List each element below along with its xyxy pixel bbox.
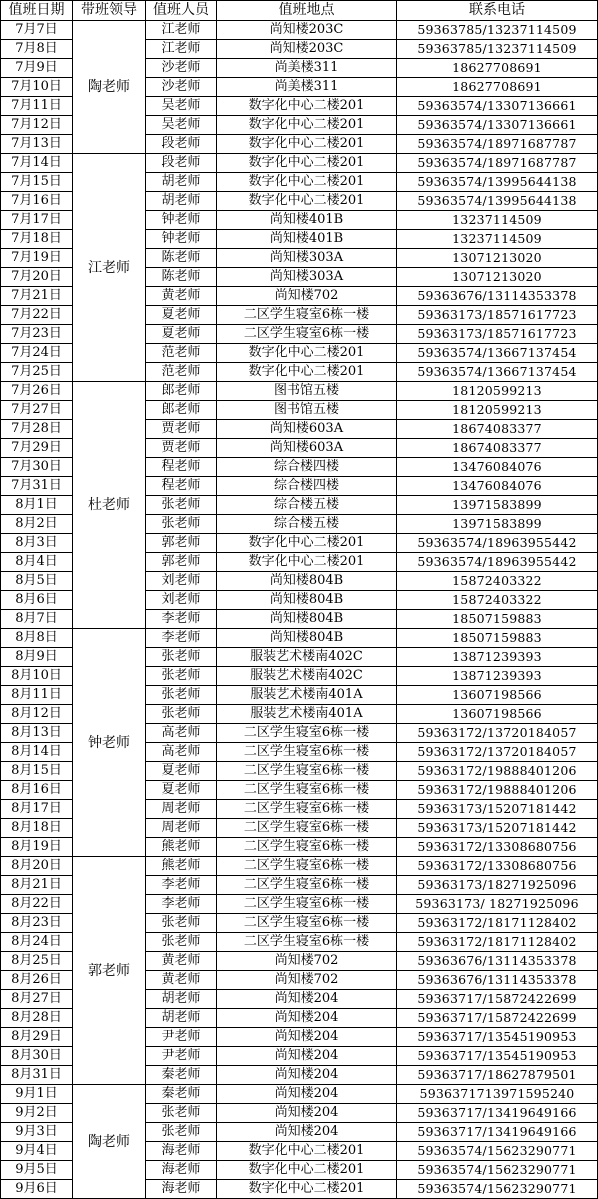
cell-staff: 段老师 — [146, 154, 217, 173]
cell-phone: 59363172/13720184057 — [397, 724, 598, 743]
cell-staff: 段老师 — [146, 135, 217, 154]
cell-phone: 18120599213 — [397, 401, 598, 420]
cell-phone: 13607198566 — [397, 686, 598, 705]
cell-staff: 贾老师 — [146, 439, 217, 458]
cell-location: 数字化中心二楼201 — [217, 173, 397, 192]
cell-location: 尚知楼804B — [217, 610, 397, 629]
cell-phone: 59363172/19888401206 — [397, 762, 598, 781]
cell-phone: 59363785/13237114509 — [397, 21, 598, 40]
cell-phone: 59363172/13720184057 — [397, 743, 598, 762]
cell-location: 数字化中心二楼201 — [217, 135, 397, 154]
cell-date: 8月14日 — [1, 743, 73, 762]
cell-date: 7月27日 — [1, 401, 73, 420]
cell-staff: 海老师 — [146, 1161, 217, 1180]
cell-location: 二区学生寝室6栋一楼 — [217, 933, 397, 952]
cell-date: 8月30日 — [1, 1047, 73, 1066]
cell-date: 8月9日 — [1, 648, 73, 667]
cell-location: 二区学生寝室6栋一楼 — [217, 781, 397, 800]
cell-location: 二区学生寝室6栋一楼 — [217, 743, 397, 762]
cell-date: 7月7日 — [1, 21, 73, 40]
cell-location: 尚知楼204 — [217, 1047, 397, 1066]
cell-phone: 13071213020 — [397, 268, 598, 287]
cell-phone: 59363173/15207181442 — [397, 819, 598, 838]
cell-phone: 13871239393 — [397, 648, 598, 667]
cell-date: 7月30日 — [1, 458, 73, 477]
header-date: 值班日期 — [1, 1, 73, 21]
cell-phone: 59363717/13419649166 — [397, 1123, 598, 1142]
cell-staff: 张老师 — [146, 705, 217, 724]
table-body — [1, 21, 598, 1199]
cell-location: 二区学生寝室6栋一楼 — [217, 876, 397, 895]
cell-phone: 59363574/13667137454 — [397, 344, 598, 363]
cell-staff: 张老师 — [146, 1123, 217, 1142]
cell-date: 7月26日 — [1, 382, 73, 401]
cell-phone: 59363173/ 18271925096 — [397, 895, 598, 914]
cell-phone: 59363717/13545190953 — [397, 1047, 598, 1066]
cell-location: 尚知楼204 — [217, 1123, 397, 1142]
cell-phone: 59363574/18971687787 — [397, 135, 598, 154]
cell-phone: 18507159883 — [397, 629, 598, 648]
cell-staff: 钟老师 — [146, 211, 217, 230]
cell-location: 数字化中心二楼201 — [217, 116, 397, 135]
cell-date: 8月6日 — [1, 591, 73, 610]
cell-staff: 张老师 — [146, 686, 217, 705]
cell-staff: 张老师 — [146, 667, 217, 686]
table-row — [1, 382, 598, 401]
cell-location: 尚美楼311 — [217, 59, 397, 78]
cell-location: 综合楼五楼 — [217, 515, 397, 534]
cell-staff: 胡老师 — [146, 990, 217, 1009]
cell-location: 数字化中心二楼201 — [217, 154, 397, 173]
cell-phone: 59363172/18171128402 — [397, 914, 598, 933]
cell-phone: 59363574/15623290771 — [397, 1161, 598, 1180]
cell-staff: 高老师 — [146, 743, 217, 762]
cell-staff: 郎老师 — [146, 401, 217, 420]
cell-date: 7月29日 — [1, 439, 73, 458]
cell-staff: 沙老师 — [146, 78, 217, 97]
cell-phone: 59363173/18571617723 — [397, 325, 598, 344]
cell-date: 7月28日 — [1, 420, 73, 439]
cell-date: 7月10日 — [1, 78, 73, 97]
cell-staff: 程老师 — [146, 477, 217, 496]
header-phone: 联系电话 — [397, 1, 598, 21]
cell-date: 8月10日 — [1, 667, 73, 686]
cell-location: 数字化中心二楼201 — [217, 363, 397, 382]
cell-staff: 尹老师 — [146, 1047, 217, 1066]
cell-phone: 59363173/18271925096 — [397, 876, 598, 895]
cell-staff: 夏老师 — [146, 762, 217, 781]
cell-location: 数字化中心二楼201 — [217, 1161, 397, 1180]
cell-location: 二区学生寝室6栋一楼 — [217, 857, 397, 876]
cell-staff: 周老师 — [146, 800, 217, 819]
cell-location: 二区学生寝室6栋一楼 — [217, 325, 397, 344]
cell-staff: 黄老师 — [146, 952, 217, 971]
cell-date: 8月4日 — [1, 553, 73, 572]
cell-date: 7月24日 — [1, 344, 73, 363]
cell-location: 尚知楼401B — [217, 211, 397, 230]
cell-location: 尚知楼204 — [217, 1085, 397, 1104]
cell-date: 8月18日 — [1, 819, 73, 838]
cell-staff: 张老师 — [146, 648, 217, 667]
cell-staff: 高老师 — [146, 724, 217, 743]
cell-date: 9月2日 — [1, 1104, 73, 1123]
cell-staff: 江老师 — [146, 40, 217, 59]
cell-phone: 59363574/15623290771 — [397, 1180, 598, 1199]
cell-phone: 59363172/13308680756 — [397, 857, 598, 876]
cell-phone: 13971583899 — [397, 496, 598, 515]
cell-staff: 郭老师 — [146, 534, 217, 553]
cell-phone: 59363717/18627879501 — [397, 1066, 598, 1085]
cell-staff: 周老师 — [146, 819, 217, 838]
cell-location: 二区学生寝室6栋一楼 — [217, 838, 397, 857]
cell-date: 8月25日 — [1, 952, 73, 971]
header-row — [1, 1, 598, 21]
cell-date: 7月8日 — [1, 40, 73, 59]
cell-date: 7月14日 — [1, 154, 73, 173]
cell-phone: 59363574/13667137454 — [397, 363, 598, 382]
cell-staff: 秦老师 — [146, 1066, 217, 1085]
cell-date: 8月16日 — [1, 781, 73, 800]
cell-location: 尚知楼401B — [217, 230, 397, 249]
cell-staff: 海老师 — [146, 1142, 217, 1161]
cell-date: 8月19日 — [1, 838, 73, 857]
cell-date: 8月28日 — [1, 1009, 73, 1028]
cell-phone: 13971583899 — [397, 515, 598, 534]
cell-location: 图书馆五楼 — [217, 382, 397, 401]
cell-staff: 李老师 — [146, 876, 217, 895]
cell-location: 尚知楼702 — [217, 287, 397, 306]
cell-staff: 范老师 — [146, 363, 217, 382]
cell-staff: 刘老师 — [146, 572, 217, 591]
cell-location: 尚知楼603A — [217, 439, 397, 458]
cell-staff: 夏老师 — [146, 306, 217, 325]
cell-location: 二区学生寝室6栋一楼 — [217, 800, 397, 819]
cell-date: 7月22日 — [1, 306, 73, 325]
cell-leader: 陶老师 — [73, 1085, 146, 1199]
cell-phone: 59363676/13114353378 — [397, 971, 598, 990]
cell-staff: 郭老师 — [146, 553, 217, 572]
cell-date: 7月17日 — [1, 211, 73, 230]
cell-date: 8月27日 — [1, 990, 73, 1009]
cell-location: 二区学生寝室6栋一楼 — [217, 895, 397, 914]
cell-phone: 59363574/18971687787 — [397, 154, 598, 173]
cell-date: 8月29日 — [1, 1028, 73, 1047]
cell-location: 服装艺术楼南401A — [217, 686, 397, 705]
cell-staff: 海老师 — [146, 1180, 217, 1199]
header-location: 值班地点 — [217, 1, 397, 21]
cell-phone: 59363574/13307136661 — [397, 116, 598, 135]
cell-phone: 59363173/18571617723 — [397, 306, 598, 325]
cell-date: 7月21日 — [1, 287, 73, 306]
cell-date: 7月16日 — [1, 192, 73, 211]
cell-location: 二区学生寝室6栋一楼 — [217, 914, 397, 933]
cell-phone: 13476084076 — [397, 477, 598, 496]
cell-staff: 夏老师 — [146, 781, 217, 800]
cell-staff: 胡老师 — [146, 192, 217, 211]
cell-date: 8月7日 — [1, 610, 73, 629]
cell-staff: 尹老师 — [146, 1028, 217, 1047]
cell-phone: 18120599213 — [397, 382, 598, 401]
cell-leader: 陶老师 — [73, 21, 146, 154]
cell-date: 8月13日 — [1, 724, 73, 743]
header-leader: 带班领导 — [73, 1, 146, 21]
cell-phone: 13871239393 — [397, 667, 598, 686]
cell-phone: 13237114509 — [397, 230, 598, 249]
cell-phone: 18674083377 — [397, 420, 598, 439]
cell-phone: 15872403322 — [397, 572, 598, 591]
cell-phone: 59363574/13995644138 — [397, 173, 598, 192]
cell-location: 二区学生寝室6栋一楼 — [217, 306, 397, 325]
cell-phone: 59363173/15207181442 — [397, 800, 598, 819]
cell-date: 8月8日 — [1, 629, 73, 648]
cell-location: 尚知楼702 — [217, 971, 397, 990]
cell-date: 8月3日 — [1, 534, 73, 553]
cell-staff: 李老师 — [146, 610, 217, 629]
cell-phone: 18507159883 — [397, 610, 598, 629]
table-row — [1, 857, 598, 876]
cell-location: 尚知楼303A — [217, 268, 397, 287]
cell-phone: 59363574/18963955442 — [397, 553, 598, 572]
cell-date: 9月4日 — [1, 1142, 73, 1161]
cell-staff: 张老师 — [146, 1104, 217, 1123]
cell-date: 8月23日 — [1, 914, 73, 933]
cell-leader: 钟老师 — [73, 629, 146, 857]
cell-staff: 熊老师 — [146, 838, 217, 857]
cell-date: 7月9日 — [1, 59, 73, 78]
cell-date: 7月31日 — [1, 477, 73, 496]
cell-location: 数字化中心二楼201 — [217, 192, 397, 211]
cell-phone: 59363574/13995644138 — [397, 192, 598, 211]
cell-phone: 18627708691 — [397, 78, 598, 97]
cell-location: 数字化中心二楼201 — [217, 1180, 397, 1199]
cell-date: 8月26日 — [1, 971, 73, 990]
cell-staff: 郎老师 — [146, 382, 217, 401]
cell-staff: 刘老师 — [146, 591, 217, 610]
cell-staff: 吴老师 — [146, 116, 217, 135]
cell-date: 8月20日 — [1, 857, 73, 876]
cell-location: 数字化中心二楼201 — [217, 534, 397, 553]
cell-phone: 59363574/15623290771 — [397, 1142, 598, 1161]
cell-location: 尚知楼204 — [217, 1009, 397, 1028]
cell-phone: 18674083377 — [397, 439, 598, 458]
cell-date: 8月5日 — [1, 572, 73, 591]
cell-location: 数字化中心二楼201 — [217, 1142, 397, 1161]
cell-location: 尚知楼203C — [217, 21, 397, 40]
cell-staff: 李老师 — [146, 629, 217, 648]
cell-phone: 59363717/13419649166 — [397, 1104, 598, 1123]
cell-staff: 张老师 — [146, 914, 217, 933]
cell-date: 8月15日 — [1, 762, 73, 781]
cell-date: 8月21日 — [1, 876, 73, 895]
cell-staff: 钟老师 — [146, 230, 217, 249]
cell-staff: 张老师 — [146, 496, 217, 515]
cell-staff: 范老师 — [146, 344, 217, 363]
cell-staff: 沙老师 — [146, 59, 217, 78]
cell-staff: 秦老师 — [146, 1085, 217, 1104]
cell-date: 9月6日 — [1, 1180, 73, 1199]
cell-phone: 59363717/15872422699 — [397, 990, 598, 1009]
cell-date: 8月12日 — [1, 705, 73, 724]
cell-staff: 黄老师 — [146, 287, 217, 306]
table-row — [1, 21, 598, 40]
cell-phone: 15872403322 — [397, 591, 598, 610]
cell-staff: 陈老师 — [146, 268, 217, 287]
cell-staff: 张老师 — [146, 515, 217, 534]
table-row — [1, 1085, 598, 1104]
cell-location: 二区学生寝室6栋一楼 — [217, 819, 397, 838]
cell-location: 二区学生寝室6栋一楼 — [217, 724, 397, 743]
cell-location: 数字化中心二楼201 — [217, 97, 397, 116]
cell-location: 图书馆五楼 — [217, 401, 397, 420]
header-staff: 值班人员 — [146, 1, 217, 21]
cell-location: 尚知楼804B — [217, 591, 397, 610]
cell-phone: 59363676/13114353378 — [397, 952, 598, 971]
cell-staff: 江老师 — [146, 21, 217, 40]
cell-date: 7月11日 — [1, 97, 73, 116]
cell-location: 服装艺术楼南402C — [217, 667, 397, 686]
cell-leader: 江老师 — [73, 154, 146, 382]
cell-staff: 胡老师 — [146, 1009, 217, 1028]
cell-staff: 程老师 — [146, 458, 217, 477]
cell-phone: 59363574/18963955442 — [397, 534, 598, 553]
cell-date: 7月25日 — [1, 363, 73, 382]
cell-staff: 贾老师 — [146, 420, 217, 439]
cell-location: 尚美楼311 — [217, 78, 397, 97]
cell-phone: 59363676/13114353378 — [397, 287, 598, 306]
cell-date: 7月23日 — [1, 325, 73, 344]
cell-location: 尚知楼204 — [217, 1028, 397, 1047]
cell-location: 数字化中心二楼201 — [217, 553, 397, 572]
cell-date: 8月22日 — [1, 895, 73, 914]
cell-phone: 59363717/13545190953 — [397, 1028, 598, 1047]
cell-location: 尚知楼204 — [217, 990, 397, 1009]
cell-phone: 59363717/15872422699 — [397, 1009, 598, 1028]
cell-date: 7月19日 — [1, 249, 73, 268]
cell-date: 8月11日 — [1, 686, 73, 705]
table-row — [1, 629, 598, 648]
cell-staff: 陈老师 — [146, 249, 217, 268]
cell-date: 9月1日 — [1, 1085, 73, 1104]
cell-staff: 胡老师 — [146, 173, 217, 192]
cell-staff: 黄老师 — [146, 971, 217, 990]
cell-location: 综合楼四楼 — [217, 458, 397, 477]
cell-date: 9月3日 — [1, 1123, 73, 1142]
cell-phone: 59363785/13237114509 — [397, 40, 598, 59]
cell-location: 尚知楼303A — [217, 249, 397, 268]
cell-phone: 59363574/13307136661 — [397, 97, 598, 116]
cell-phone: 59363172/18171128402 — [397, 933, 598, 952]
cell-phone: 18627708691 — [397, 59, 598, 78]
cell-phone: 13237114509 — [397, 211, 598, 230]
cell-phone: 13071213020 — [397, 249, 598, 268]
cell-location: 尚知楼702 — [217, 952, 397, 971]
cell-leader: 郭老师 — [73, 857, 146, 1085]
cell-leader: 杜老师 — [73, 382, 146, 629]
cell-location: 综合楼四楼 — [217, 477, 397, 496]
cell-location: 尚知楼804B — [217, 629, 397, 648]
cell-phone: 13476084076 — [397, 458, 598, 477]
cell-location: 尚知楼203C — [217, 40, 397, 59]
cell-phone: 593637171397159524​0 — [397, 1085, 598, 1104]
cell-date: 7月13日 — [1, 135, 73, 154]
cell-location: 尚知楼603A — [217, 420, 397, 439]
cell-date: 7月12日 — [1, 116, 73, 135]
cell-staff: 熊老师 — [146, 857, 217, 876]
cell-staff: 夏老师 — [146, 325, 217, 344]
cell-date: 8月2日 — [1, 515, 73, 534]
cell-location: 二区学生寝室6栋一楼 — [217, 762, 397, 781]
cell-staff: 张老师 — [146, 933, 217, 952]
cell-date: 7月15日 — [1, 173, 73, 192]
cell-date: 7月20日 — [1, 268, 73, 287]
cell-date: 8月24日 — [1, 933, 73, 952]
cell-date: 8月31日 — [1, 1066, 73, 1085]
cell-phone: 59363172/19888401206 — [397, 781, 598, 800]
cell-phone: 13607198566 — [397, 705, 598, 724]
cell-date: 9月5日 — [1, 1161, 73, 1180]
cell-location: 数字化中心二楼201 — [217, 344, 397, 363]
cell-phone: 59363172/13308680756 — [397, 838, 598, 857]
cell-date: 7月18日 — [1, 230, 73, 249]
cell-location: 尚知楼804B — [217, 572, 397, 591]
cell-date: 8月1日 — [1, 496, 73, 515]
cell-location: 尚知楼204 — [217, 1104, 397, 1123]
table-row — [1, 154, 598, 173]
cell-location: 服装艺术楼南401A — [217, 705, 397, 724]
cell-date: 8月17日 — [1, 800, 73, 819]
cell-staff: 吴老师 — [146, 97, 217, 116]
cell-location: 尚知楼204 — [217, 1066, 397, 1085]
cell-location: 服装艺术楼南402C — [217, 648, 397, 667]
cell-location: 综合楼五楼 — [217, 496, 397, 515]
cell-staff: 李老师 — [146, 895, 217, 914]
